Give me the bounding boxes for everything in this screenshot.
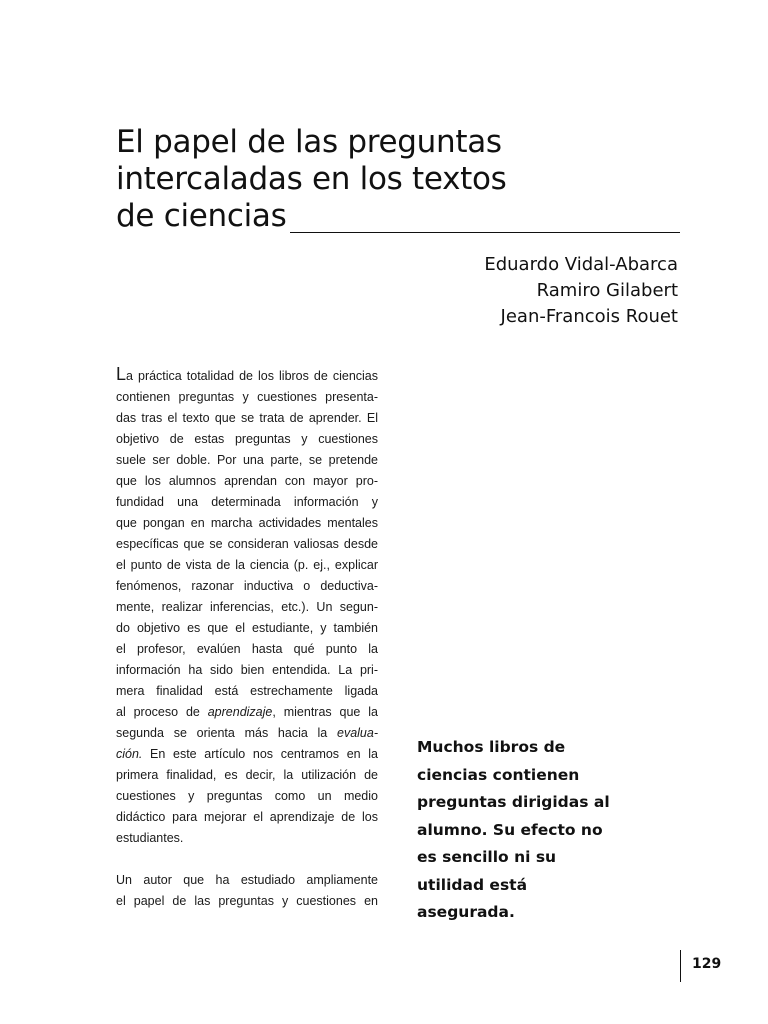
body-line: Un autor que ha estudiado ampliamente [116, 873, 378, 887]
body-line: fundidad una determinada información y [116, 495, 378, 509]
author-name: Eduardo Vidal-Abarca [484, 254, 678, 275]
emphasis-term: ción. [116, 747, 143, 761]
body-line: el profesor, evalúen hasta qué punto la [116, 642, 378, 656]
emphasis-term: evalua- [337, 726, 378, 740]
body-line: cuestiones y preguntas como un medio [116, 789, 378, 803]
body-line: información ha sido bien entendida. La pri- [116, 663, 378, 677]
pull-quote-line: preguntas dirigidas al [417, 793, 610, 811]
emphasis-term: aprendizaje [207, 705, 273, 719]
paragraph-gap [116, 849, 378, 870]
pull-quote-line: ciencias contienen [417, 765, 580, 784]
body-line: estudiantes. [116, 831, 184, 845]
body-line: do objetivo es que el estudiante, y también [116, 621, 378, 635]
pull-quote-line: es sencillo ni su [417, 848, 557, 866]
title-line: de ciencias [116, 198, 287, 234]
pull-quote [417, 734, 617, 927]
body-line: fenómenos, razonar inductiva o deductiva- [116, 579, 378, 593]
body-line: didáctico para mejorar el aprendizaje de los [116, 810, 378, 824]
body-text-column [116, 366, 378, 912]
body-line: das tras el texto que se trata de aprender. El [116, 411, 378, 425]
page-number: 129 [692, 956, 722, 972]
body-line: mente, realizar inferencias, etc.). Un segun- [116, 600, 378, 614]
title-underline-rule [290, 232, 680, 233]
body-line: el papel de las preguntas y cuestiones en [116, 894, 378, 908]
author-name: Ramiro Gilabert [536, 280, 678, 301]
body-line: suele ser doble. Por una parte, se pretende [116, 453, 378, 467]
author-list [484, 252, 678, 330]
article-title [116, 124, 676, 235]
body-line: primera finalidad, es decir, la utilización de [116, 768, 378, 782]
body-line: La práctica totalidad de los libros de ciencias [116, 364, 378, 384]
pull-quote-line: alumno. Su efecto no [417, 820, 603, 839]
pull-quote-line: utilidad está [417, 875, 528, 894]
page-number-rule [680, 950, 681, 982]
body-line: específicas que se consideran valiosas desde [116, 537, 378, 551]
body-line: mera finalidad está estrechamente ligada [116, 684, 378, 698]
body-line: que los alumnos aprendan con mayor pro- [116, 474, 378, 488]
title-line: El papel de las preguntas [116, 124, 502, 160]
body-line: segunda se orienta más hacia la evalua- [116, 726, 378, 740]
body-line: objetivo de estas preguntas y cuestiones [116, 432, 378, 446]
body-line: contienen preguntas y cuestiones presenta- [116, 390, 378, 404]
title-line: intercaladas en los textos [116, 161, 507, 197]
drop-cap: L [116, 364, 127, 384]
author-name: Jean-Francois Rouet [500, 306, 678, 327]
pull-quote-line: asegurada. [417, 903, 515, 921]
body-line: ción. En este artículo nos centramos en la [116, 747, 378, 761]
body-line: al proceso de aprendizaje, mientras que la [116, 705, 378, 719]
pull-quote-line: Muchos libros de [417, 738, 566, 756]
body-line: el punto de vista de la ciencia (p. ej., explicar [116, 558, 378, 572]
body-line: que pongan en marcha actividades mentales [116, 516, 378, 530]
